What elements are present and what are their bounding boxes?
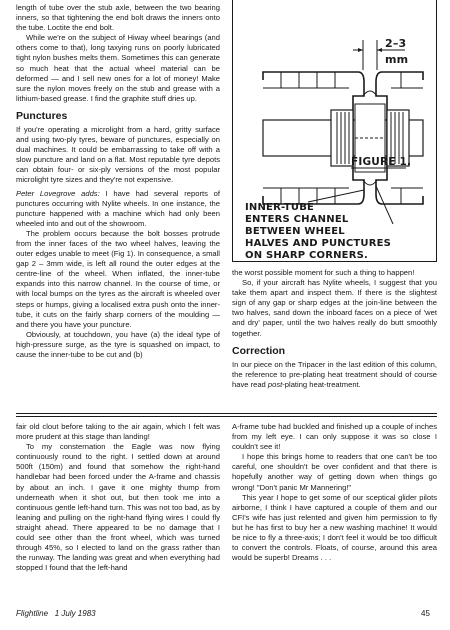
article-column-2 [232,268,437,390]
figure-1-box [232,0,437,262]
page-number: 45 [421,609,430,618]
paragraph: Peter Lovegrove adds: I have had several reports of punctures occurring with Nylite wheels. In one instance, the puncture happened with a machine which had only been wheeled into and out of the showroom. [16,188,220,228]
author-attribution: Peter Lovegrove adds: [16,188,100,198]
paragraph: To my consternation the Eagle was now flying continuously round to the right. I settled down at around 500ft (150m) and found that somehow the right-hand handlebar had been forced under the A-frame and chassis by about an inch. I gave it one mighty thump from underneath when it shot out, but then took me into a continuous gentle left-hand turn. This was not too bad, as by leaning and pulling on the right-hand flying wires I could fly straight ahead. There appeared to be no damage that I could see other than the front wheel, which was turned through 45%, so I elected to land on the grass rather than the runway. The landing was great and when everything had stopped I found that the left-hand [16,442,220,573]
figure-note-line: INNER-TUBE [245,202,315,213]
section-divider [16,413,437,414]
paragraph: If you're operating a microlight from a hard, gritty surface and using two-ply tyres, beware of punctures, especially on dual machines. It could be embarrassing to take off with a slow puncture and land on a flat. Most reputable tyre depots can obtain four- or six-ply versions of the most popular microlight tyre sizes and they're not expensive. [16,124,220,185]
paragraph: the worst possible moment for such a thing to happen! [232,268,415,277]
section-divider [16,416,437,417]
paragraph: The problem occurs because the bolt bosses protrude from the inner faces of the two wheel halves, leaving the outer edges unable to meet (Fig 1). In consequence, a small gap 2 – 3mm wide, is left all round the outer edges at the centre-line of the wheel. When inflated, the inner-tube expands into this narrow channel. In the course of time, or with local bumps on the tyres as the aircraft is wheeled over steps or humps, giving a localised extra push onto the inner-tube, it cuts on the fairly sharp corners of the moulding — and there you have your puncture. [16,228,220,329]
paragraph: So, if your aircraft has Nylite wheels, I suggest that you take them apart and inspect them. If there is the slightest sign of any gap or sharp edges at the join-line between the two halves, sand down the inboard faces on a piece of 'wet and dry' paper, until the two halves really do butt smoothly together. [232,278,437,338]
issue-date: 1 July 1983 [54,609,96,618]
article-column-1 [16,3,220,360]
figure-note-line: HALVES AND PUNCTURES [245,238,392,249]
publication-name: Flightline [16,609,49,618]
dimension-label: 2–3 [385,37,407,50]
paragraph: I hope this brings home to readers that one can't be too careful, one shouldn't be over confident and that there is hopefully another way of getting down when things go wrong! "Don't panic Mr Mannering!" [232,452,437,492]
figure-note-line: BETWEEN WHEEL [245,226,345,237]
paragraph: fair old clout before taking to the air again, which I felt was more prudent at this stage than landing! [16,422,220,442]
section-heading-correction: Correction [232,344,286,357]
wheel-cross-section-diagram [233,0,438,262]
dimension-unit: mm [385,53,409,66]
paragraph: Obviously, at touchdown, you have (a) the ideal type of high-pressure surge, as the tyre is squashed on impact, to cause the inner-tube to be cut and (b) [16,329,220,359]
figure-caption: FIGURE 1. [351,156,412,168]
page-footer [16,609,96,618]
article-column-4 [232,422,437,563]
paragraph: While we're on the subject of Hiway wheel bearings (and others come to that), long taxying runs on poorly lubricated tight nylon bushes melts them. Sometimes this can generate so much heat that the actual wheel material can be deformed — and I sell new ones for a lot of money! Make sure the nylon moves freely on the stub and grease with a lithium-based grease. I find the graphite stuff dries up. [16,33,220,103]
paragraph: A-frame tube had buckled and finished up a couple of inches from my left eye. I can only suppose it was so close I couldn't see it! [232,422,437,452]
paragraph: In our piece on the Tripacer in the last edition of this column, the reference to pre-plating heat treatment should of course have read post-plating heat-treatment. [232,359,437,389]
paragraph: This year I hope to get some of our sceptical glider pilots airborne, I think I have captured a couple of them and our CFI's wife has just relented and given him permission to fly but he has first to buy her a new washing machine! It would be nice to fly a three-axis; I don't feel it would be too difficult to convert the controls. Floats, of course, around this area would be superb! Dreams . . . [232,492,437,563]
figure-note-line: ENTERS CHANNEL [245,214,349,225]
section-heading-punctures: Punctures [16,109,68,122]
figure-note-line: ON SHARP CORNERS. [245,250,369,261]
article-column-3 [16,422,220,573]
paragraph: length of tube over the stub axle, between the two bearing inners, so that tightening the end bolt draws the inners onto the tube. Loctite the end bolt. [16,3,220,33]
